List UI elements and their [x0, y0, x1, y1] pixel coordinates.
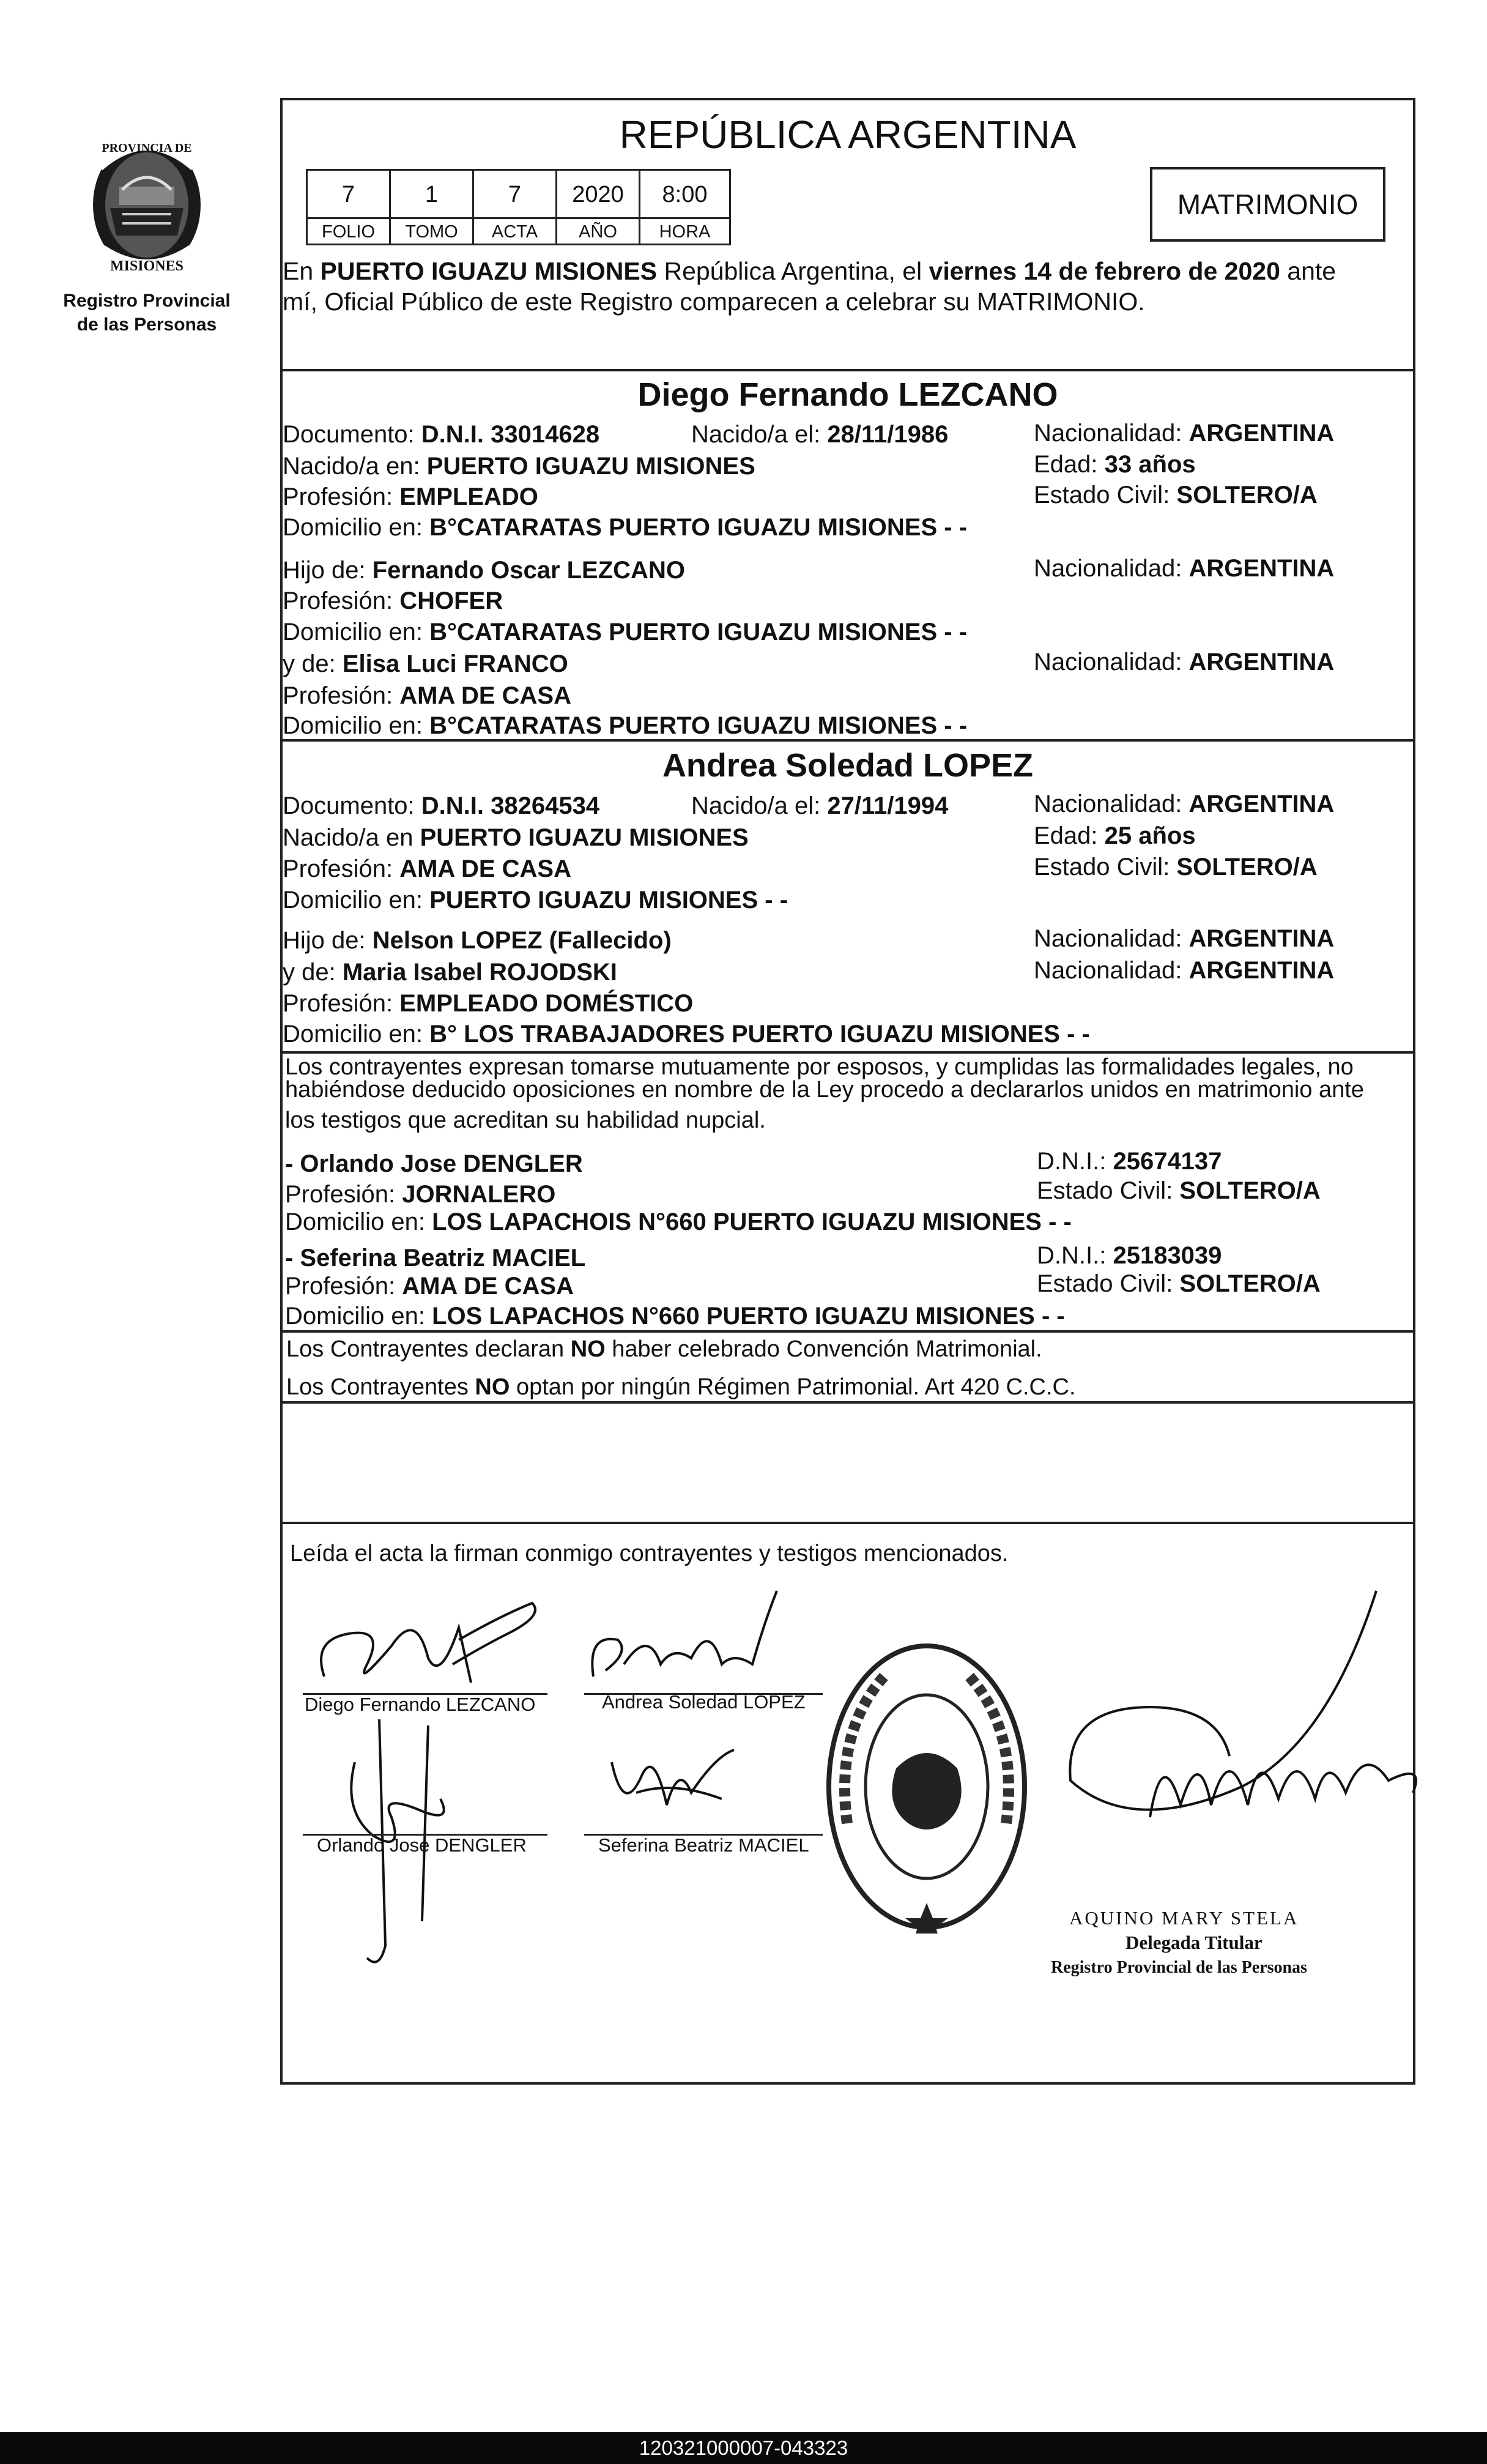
intro-line-2: mí, Oficial Público de este Registro comparecen a celebrar su MATRIMONIO.: [283, 288, 1145, 316]
record-type-box: [1150, 167, 1385, 242]
province-crest-icon: [86, 128, 208, 281]
groom-birthplace: Nacido/a en: PUERTO IGUAZU MISIONES: [283, 453, 755, 480]
grid-acta-label: ACTA: [472, 217, 557, 245]
witness2-signature-label: Seferina Beatriz MACIEL: [598, 1834, 809, 1856]
witness2-address: Domicilio en: LOS LAPACHOS N°660 PUERTO IGUAZU MISIONES - -: [285, 1303, 1065, 1330]
groom-nationality: Nacionalidad: ARGENTINA: [1034, 420, 1335, 447]
groom-father-profession: Profesión: CHOFER: [283, 587, 503, 614]
grid-hora-value: 8:00: [639, 169, 731, 219]
groom-signature-icon: [300, 1591, 557, 1695]
witness2-signature-icon: [599, 1738, 746, 1829]
witness2-name: - Seferina Beatriz MACIEL: [285, 1245, 586, 1271]
registry-logo: [86, 128, 208, 281]
groom-father-address: Domicilio en: B°CATARATAS PUERTO IGUAZU MISIONES - -: [283, 619, 968, 646]
groom-name: Diego Fernando LEZCANO: [637, 376, 1058, 413]
groom-father-nationality: Nacionalidad: ARGENTINA: [1034, 555, 1335, 582]
bride-profession: Profesión: AMA DE CASA: [283, 855, 571, 882]
groom-mother-address: Domicilio en: B°CATARATAS PUERTO IGUAZU MISIONES - -: [283, 712, 968, 739]
grid-ano-label: AÑO: [555, 217, 640, 245]
bride-mother-address: Domicilio en: B° LOS TRABAJADORES PUERTO IGUAZU MISIONES - -: [283, 1021, 1090, 1048]
officer-name: AQUINO MARY STELA: [1069, 1907, 1299, 1929]
groom-document: Documento: D.N.I. 33014628: [283, 421, 600, 448]
groom-mother-nationality: Nacionalidad: ARGENTINA: [1034, 649, 1335, 676]
divider: [280, 1522, 1415, 1524]
witness1-address: Domicilio en: LOS LAPACHOIS N°660 PUERTO IGUAZU MISIONES - -: [285, 1208, 1072, 1235]
groom-father: Hijo de: Fernando Oscar LEZCANO: [283, 557, 685, 584]
svg-text:PROVINCIA DE: PROVINCIA DE: [102, 141, 192, 155]
grid-acta-value: 7: [472, 169, 557, 219]
bride-age: Edad: 25 años: [1034, 822, 1196, 849]
bride-father: Hijo de: Nelson LOPEZ (Fallecido): [283, 927, 672, 954]
officer-signature-icon: [1058, 1585, 1437, 1854]
bride-document: Documento: D.N.I. 38264534: [283, 792, 600, 819]
grid-folio-value: 7: [306, 169, 391, 219]
groom-address: Domicilio en: B°CATARATAS PUERTO IGUAZU MISIONES - -: [283, 514, 968, 541]
bride-signature-icon: [581, 1585, 801, 1689]
groom-age: Edad: 33 años: [1034, 451, 1196, 478]
logo-caption-line1: Registro Provincial: [63, 291, 231, 311]
grid-ano-value: 2020: [555, 169, 640, 219]
groom-civil-status: Estado Civil: SOLTERO/A: [1034, 482, 1318, 508]
record-type: MATRIMONIO: [1177, 188, 1359, 220]
document-code: 120321000007-043323: [639, 2436, 848, 2459]
bride-mother-profession: Profesión: EMPLEADO DOMÉSTICO: [283, 990, 694, 1017]
grid-folio-label: FOLIO: [306, 217, 391, 245]
groom-signature-label: Diego Fernando LEZCANO: [305, 1694, 536, 1715]
bride-signature-label: Andrea Soledad LOPEZ: [602, 1691, 806, 1713]
bride-birthdate: Nacido/a el: 27/11/1994: [691, 792, 949, 819]
bride-father-nationality: Nacionalidad: ARGENTINA: [1034, 925, 1335, 952]
bride-nationality: Nacionalidad: ARGENTINA: [1034, 791, 1335, 817]
witness2-profession: Profesión: AMA DE CASA: [285, 1273, 574, 1300]
closing-text: Leída el acta la firman conmigo contrayentes y testigos mencionados.: [290, 1541, 1009, 1566]
bride-name: Andrea Soledad LOPEZ: [662, 747, 1034, 784]
witness2-dni: D.N.I.: 25183039: [1037, 1242, 1222, 1269]
officer-title: Delegada Titular: [1125, 1932, 1263, 1953]
grid-hora-label: HORA: [639, 217, 731, 245]
grid-tomo-label: TOMO: [389, 217, 474, 245]
intro-line-1: En PUERTO IGUAZU MISIONES República Argentina, el viernes 14 de febrero de 2020 ante: [283, 257, 1337, 285]
witness1-profession: Profesión: JORNALERO: [285, 1181, 556, 1208]
official-seal-icon: [823, 1640, 1031, 1934]
bride-address: Domicilio en: PUERTO IGUAZU MISIONES - -: [283, 887, 788, 914]
grid-tomo-value: 1: [389, 169, 474, 219]
groom-profession: Profesión: EMPLEADO: [283, 483, 538, 510]
document-code-bar: [0, 2432, 1487, 2464]
bride-civil-status: Estado Civil: SOLTERO/A: [1034, 854, 1318, 880]
bride-mother: y de: Maria Isabel ROJODSKI: [283, 959, 617, 986]
divider: [280, 1051, 1415, 1054]
bride-mother-nationality: Nacionalidad: ARGENTINA: [1034, 957, 1335, 984]
witness1-dni: D.N.I.: 25674137: [1037, 1148, 1222, 1175]
declaration-line-3: los testigos que acreditan su habilidad nupcial.: [285, 1107, 766, 1133]
divider: [280, 1330, 1415, 1333]
witness1-civil-status: Estado Civil: SOLTERO/A: [1037, 1177, 1321, 1204]
regime-line-2: Los Contrayentes NO optan por ningún Régimen Patrimonial. Art 420 C.C.C.: [286, 1374, 1076, 1400]
groom-mother-profession: Profesión: AMA DE CASA: [283, 682, 571, 709]
regime-line-1: Los Contrayentes declaran NO haber celebrado Convención Matrimonial.: [286, 1336, 1042, 1362]
witness2-civil-status: Estado Civil: SOLTERO/A: [1037, 1270, 1321, 1297]
officer-office: Registro Provincial de las Personas: [1051, 1958, 1307, 1977]
logo-caption-line2: de las Personas: [76, 315, 217, 335]
bride-birthplace: Nacido/a en PUERTO IGUAZU MISIONES: [283, 824, 749, 851]
page-title: REPÚBLICA ARGENTINA: [619, 113, 1077, 157]
divider: [280, 1401, 1415, 1404]
record-grid: [306, 169, 731, 245]
declaration-line-2: habiéndose deducido oposiciones en nombre de la Ley procedo a declararlos unidos en matrimonio ante: [285, 1077, 1364, 1103]
witness1-signature-label: Orlando Jose DENGLER: [317, 1834, 527, 1856]
declaration-line-1: Los contrayentes expresan tomarse mutuamente por esposos, y cumplidas las formalidades legales, no: [285, 1054, 1354, 1080]
divider: [280, 369, 1415, 371]
svg-text:MISIONES: MISIONES: [109, 258, 184, 274]
witness1-name: - Orlando Jose DENGLER: [285, 1150, 583, 1177]
groom-mother: y de: Elisa Luci FRANCO: [283, 650, 568, 677]
groom-birthdate: Nacido/a el: 28/11/1986: [691, 421, 949, 448]
